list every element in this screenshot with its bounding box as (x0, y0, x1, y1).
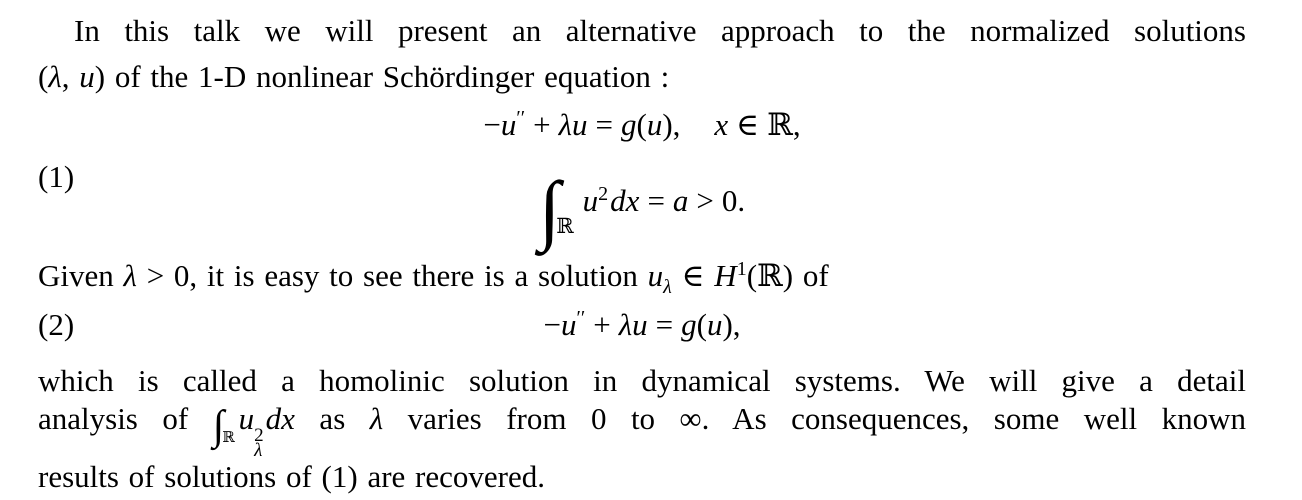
variable-u-arg: u (646, 107, 663, 142)
given-text-run-2: > 0, it is easy to see there is a solution (136, 258, 648, 293)
equals-sign: = (595, 107, 613, 142)
integral-domain-reals: ℝ (556, 214, 574, 238)
integral-sign: ∫ (212, 403, 225, 449)
lambda-u-term: λu (558, 107, 588, 142)
given-text-run-3: (ℝ) of (746, 258, 829, 293)
closing-line-1 (38, 362, 1246, 400)
greater-than-sign: > (696, 183, 714, 218)
equation-2 (38, 305, 1246, 345)
intro-line-2 (38, 54, 1246, 100)
plus-sign: + (593, 307, 611, 342)
variable-u-arg: u (706, 307, 723, 342)
element-of-sign: ∈ (671, 258, 715, 293)
intro-text-run-1: In this talk we will present an alternative approach to the normalized solutions (74, 13, 1246, 48)
variable-lambda: λ (123, 258, 137, 293)
closing-line-2 (38, 400, 1246, 461)
variable-u: u (560, 307, 577, 342)
variable-lambda: λ (369, 401, 384, 436)
plus-sign: + (533, 107, 551, 142)
closing-text-run-3: as (294, 401, 370, 436)
minus-sign: − (483, 107, 501, 142)
intro-line-1 (38, 8, 1246, 54)
paren-open: ( (636, 107, 647, 142)
variable-u: u (500, 107, 517, 142)
comma-separator: , (61, 59, 80, 94)
closing-text-run-4: varies from 0 to ∞. As consequences, some well known (383, 401, 1246, 436)
zero-period: 0. (721, 183, 746, 218)
equals-sign: = (647, 183, 665, 218)
differential-dx: dx (610, 183, 640, 218)
paragraph-given (38, 256, 1246, 296)
variable-u: u (238, 401, 255, 436)
given-text-run-1: Given (38, 258, 124, 293)
closing-text-run-2: analysis of (38, 401, 213, 436)
subscript-lambda: λ (663, 276, 672, 298)
function-g: g (621, 107, 637, 142)
paragraph-intro (38, 8, 1246, 100)
variable-u: u (582, 183, 599, 218)
minus-sign: − (543, 307, 561, 342)
integral-sign: ∫ (538, 165, 561, 252)
element-of-sign: ∈ (736, 107, 760, 142)
exponent-two: 2 (598, 183, 609, 205)
paren-open: ( (696, 307, 707, 342)
intro-text-run-2: ) of the 1-D nonlinear Schördinger equation : (94, 59, 670, 94)
equation-number: (1) (38, 159, 75, 194)
lambda-u-term: λu (618, 307, 648, 342)
closing-text-run-1: which is called a homolinic solution in dynamical systems. We will give a detail (38, 363, 1246, 398)
integral-domain-reals: ℝ (222, 430, 235, 446)
paren-close-comma: ), (722, 307, 741, 342)
paren-open: ( (38, 59, 49, 94)
variable-x: x (714, 107, 729, 142)
variable-a: a (672, 183, 689, 218)
reals-symbol: ℝ, (767, 107, 801, 142)
paren-close-comma: ), (662, 107, 681, 142)
equation-number: (2) (38, 307, 75, 342)
double-prime: ′′ (516, 107, 526, 129)
variable-u: u (647, 258, 664, 293)
variable-lambda: λ (48, 59, 62, 94)
equals-sign: = (655, 307, 674, 342)
double-prime: ′′ (576, 307, 586, 329)
sobolev-space-H: H (714, 258, 737, 293)
subscript-lambda: λ (254, 440, 263, 461)
stacked-sup-sub (254, 425, 264, 461)
closing-line-3 (38, 458, 1246, 496)
closing-text-run-5: results of solutions of (1) are recovered. (38, 459, 545, 494)
equation-1-line-a (38, 105, 1246, 145)
variable-u: u (79, 59, 95, 94)
equation-1-line-b (38, 165, 1246, 252)
function-g: g (681, 307, 697, 342)
exponent-two: 2 (254, 425, 264, 446)
paragraph-closing (38, 362, 1246, 496)
superscript-one: 1 (736, 258, 747, 280)
differential-dx: dx (265, 401, 295, 436)
